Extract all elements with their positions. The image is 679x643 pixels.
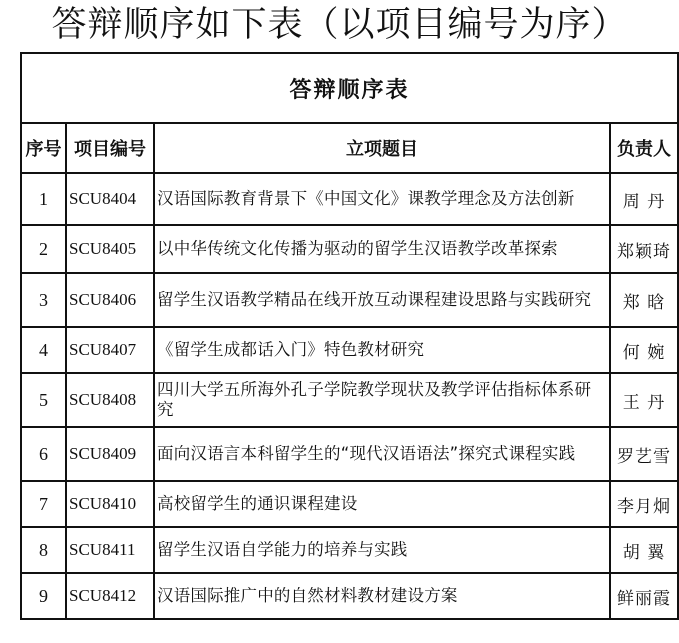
- row-number: 6: [21, 427, 66, 481]
- project-leader: 罗艺雪: [610, 427, 678, 481]
- project-code: SCU8405: [66, 225, 154, 273]
- project-code: SCU8407: [66, 327, 154, 373]
- row-number: 7: [21, 481, 66, 527]
- row-number: 5: [21, 373, 66, 427]
- table-row: [21, 527, 678, 573]
- column-header-code: 项目编号: [66, 123, 154, 173]
- project-leader: 鲜丽霞: [610, 573, 678, 619]
- row-number: 3: [21, 273, 66, 327]
- project-code: SCU8410: [66, 481, 154, 527]
- row-number: 1: [21, 173, 66, 225]
- table-row: [21, 173, 678, 225]
- table-caption: 答辩顺序表: [21, 53, 678, 123]
- column-header-seq: 序号: [21, 123, 66, 173]
- row-number: 2: [21, 225, 66, 273]
- project-title: 面向汉语言本科留学生的“现代汉语语法”探究式课程实践: [154, 427, 610, 481]
- project-leader: 何 婉: [610, 327, 678, 373]
- project-code: SCU8412: [66, 573, 154, 619]
- defense-schedule-table: [20, 52, 679, 620]
- project-title: 汉语国际教育背景下《中国文化》课教学理念及方法创新: [154, 173, 610, 225]
- table-row: [21, 225, 678, 273]
- table-row: [21, 373, 678, 427]
- project-title: 留学生汉语教学精品在线开放互动课程建设思路与实践研究: [154, 273, 610, 327]
- project-code: SCU8406: [66, 273, 154, 327]
- table-row: [21, 481, 678, 527]
- project-leader: 李月炯: [610, 481, 678, 527]
- row-number: 9: [21, 573, 66, 619]
- project-title: 留学生汉语自学能力的培养与实践: [154, 527, 610, 573]
- project-title: 汉语国际推广中的自然材料教材建设方案: [154, 573, 610, 619]
- project-title: 四川大学五所海外孔子学院教学现状及教学评估指标体系研究: [154, 373, 610, 427]
- column-header-title: 立项题目: [154, 123, 610, 173]
- table-row: [21, 327, 678, 373]
- column-header-leader: 负责人: [610, 123, 678, 173]
- project-code: SCU8409: [66, 427, 154, 481]
- row-number: 4: [21, 327, 66, 373]
- page-heading: 答辩顺序如下表（以项目编号为序）: [51, 5, 628, 45]
- project-code: SCU8408: [66, 373, 154, 427]
- project-title: 以中华传统文化传播为驱动的留学生汉语教学改革探索: [154, 225, 610, 273]
- project-leader: 胡 翼: [610, 527, 678, 573]
- table-row: [21, 427, 678, 481]
- project-leader: 郑 晗: [610, 273, 678, 327]
- project-leader: 郑颖琦: [610, 225, 678, 273]
- project-leader: 王 丹: [610, 373, 678, 427]
- project-code: SCU8411: [66, 527, 154, 573]
- project-title: 高校留学生的通识课程建设: [154, 481, 610, 527]
- row-number: 8: [21, 527, 66, 573]
- caption-row: [21, 53, 678, 123]
- header-row: [21, 123, 678, 173]
- project-code: SCU8404: [66, 173, 154, 225]
- project-title: 《留学生成都话入门》特色教材研究: [154, 327, 610, 373]
- table-row: [21, 273, 678, 327]
- table-row: [21, 573, 678, 619]
- project-leader: 周 丹: [610, 173, 678, 225]
